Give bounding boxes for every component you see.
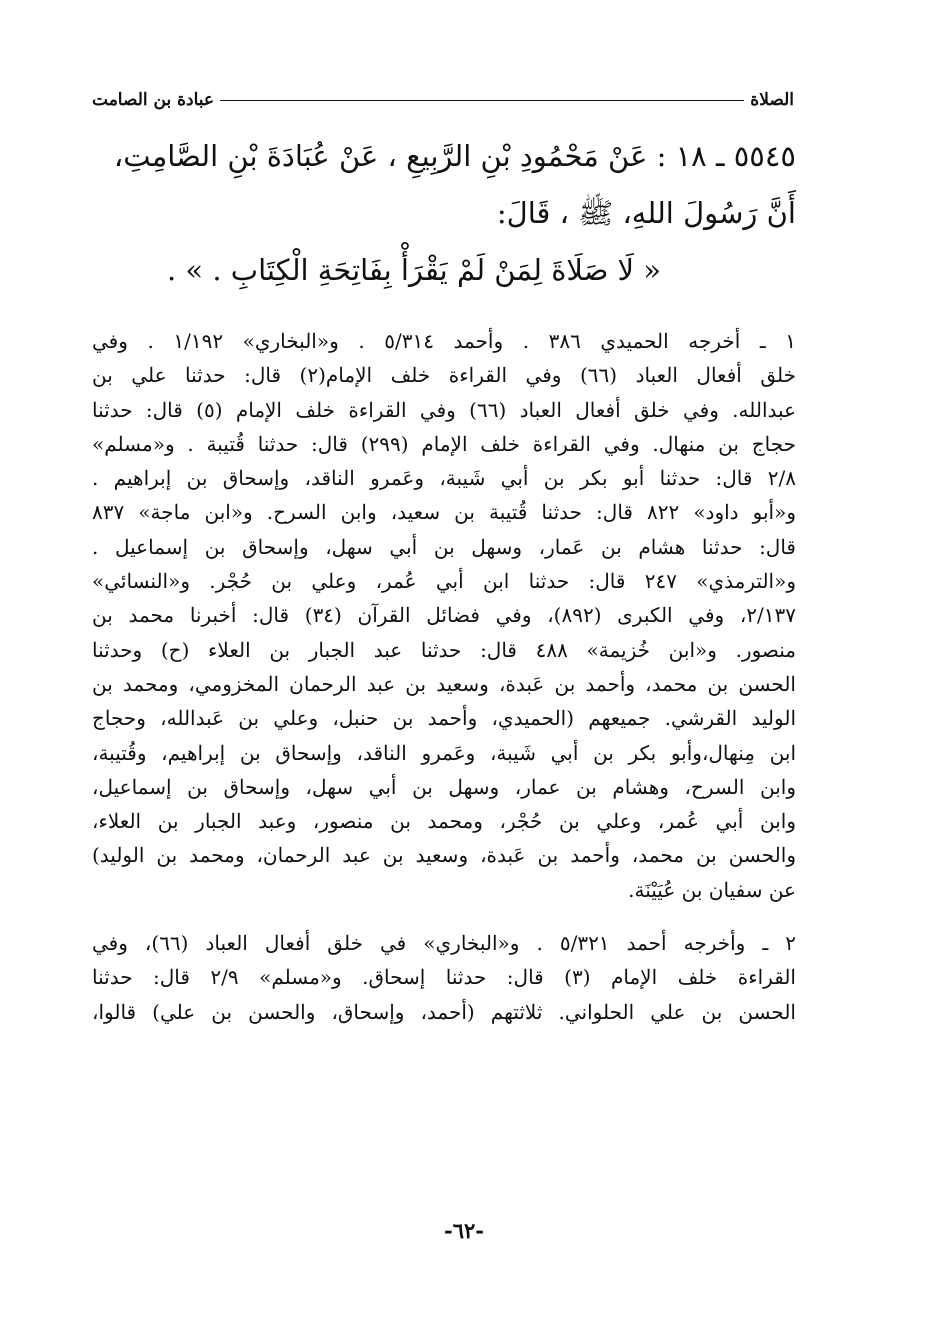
hadith-line: أَنَّ رَسُولَ اللهِ، ﷺ ، قَالَ: (496, 196, 796, 230)
hadith-quote-line: « لَا صَلَاةَ لِمَنْ لَمْ يَقْرَأْ بِفَاتِحَةِ الْكِتَابِ . » . (166, 253, 662, 287)
footnote-line: حجاج بن منهال. وفي القراءة خلف الإمام (٢٩٩) قال: حدثنا قُتيبة . و«مسلم» (92, 431, 796, 456)
header-chapter-title: الصلاة (750, 90, 794, 110)
footnote-line: الحسن بن محمد، وأحمد بن عَبدة، وسعيد بن عبد الرحمان المخزومي، ومحمد بن (92, 671, 796, 696)
footnote-line: ٢/٨ قال: حدثنا أبو بكر بن أبي شَيبة، وعَمرو الناقد، وإسحاق بن إبراهيم . (92, 466, 796, 491)
page-header (92, 80, 794, 110)
footnote-line: منصور. و«ابن خُزيمة» ٤٨٨ قال: حدثنا عبد الجبار بن العلاء (ح) وحدثنا (92, 637, 797, 662)
footnote-line: وابن السرح، وهشام بن عمار، وسهل بن أبي سهل، وإسحاق بن إسماعيل، (92, 774, 796, 799)
footnote-line: والحسن بن محمد، وأحمد بن عَبدة، وسعيد بن عبد الرحمان، ومحمد بن الوليد) (92, 843, 796, 868)
footnotes (92, 324, 796, 1029)
footnote-line: ابن مِنهال،وأبو بكر بن أبي شَيبة، وعَمرو الناقد، وإسحاق بن إبراهيم، وقُتيبة، (92, 740, 796, 765)
footnote-1 (92, 324, 796, 907)
footnote-line: ٢ ـ وأخرجه أحمد ٥/٣٢١ . و«البخاري» في خلق أفعال العباد (٦٦)، وفي (92, 931, 796, 956)
header-rule (220, 100, 744, 101)
footnote-line: عن سفيان بن عُيَيْنَة. (628, 877, 796, 902)
page-number: -٦٢- (444, 1218, 484, 1243)
footnote-line: ١ ـ أخرجه الحميدي ٣٨٦ . وأحمد ٥/٣١٤ . و«البخاري» ١/١٩٢ . وفي (92, 329, 797, 353)
footnote-line: القراءة خلف الإمام (٣) قال: حدثنا إسحاق. و«مسلم» ٢/٩ قال: حدثنا (92, 965, 796, 990)
footnote-line: الحسن بن علي الحلواني. ثلاثتهم (أحمد، وإسحاق، والحسن بن علي) قالوا، (92, 999, 796, 1024)
hadith-text (92, 128, 796, 299)
footnote-line: و«الترمذي» ٢٤٧ قال: حدثنا ابن أبي عُمر، وعلي بن حُجْر. و«النسائي» (92, 569, 796, 594)
hadith-line: ٥٥٤٥ ـ ١٨ : عَنْ مَحْمُودِ بْنِ الرَّبِيعِ ، عَنْ عُبَادَةَ بْنِ الصَّامِتِ، (113, 139, 796, 173)
footnote-line: خلق أفعال العباد (٦٦) وفي القراءة خلف الإمام(٢) قال: حدثنا علي بن (92, 363, 797, 388)
footnote-line: عبدالله. وفي خلق أفعال العباد (٦٦) وفي القراءة خلف الإمام (٥) قال: حدثنا (92, 397, 796, 422)
footnote-line: وابن أبي عُمر، وعلي بن حُجْر، ومحمد بن منصور، وعبد الجبار بن العلاء، (92, 809, 796, 834)
header-narrator-title: عبادة بن الصامت (92, 90, 215, 110)
footnote-line: الوليد القرشي. جميعهم (الحميدي، وأحمد بن حنبل، وعلي بن عَبدالله، وحجاج (92, 706, 796, 731)
footnote-line: و«أبو داود» ٨٢٢ قال: حدثنا قُتيبة بن سعيد، وابن السرح. و«ابن ماجة» ٨٣٧ (92, 500, 796, 525)
footnote-line: ٢/١٣٧، وفي الكبرى (٨٩٢)، وفي فضائل القرآن (٣٤) قال: أخبرنا محمد بن (92, 603, 797, 628)
footnote-line: قال: حدثنا هشام بن عَمار، وسهل بن أبي سهل، وإسحاق بن إسماعيل . (92, 534, 796, 559)
footnote-2 (92, 926, 796, 1029)
